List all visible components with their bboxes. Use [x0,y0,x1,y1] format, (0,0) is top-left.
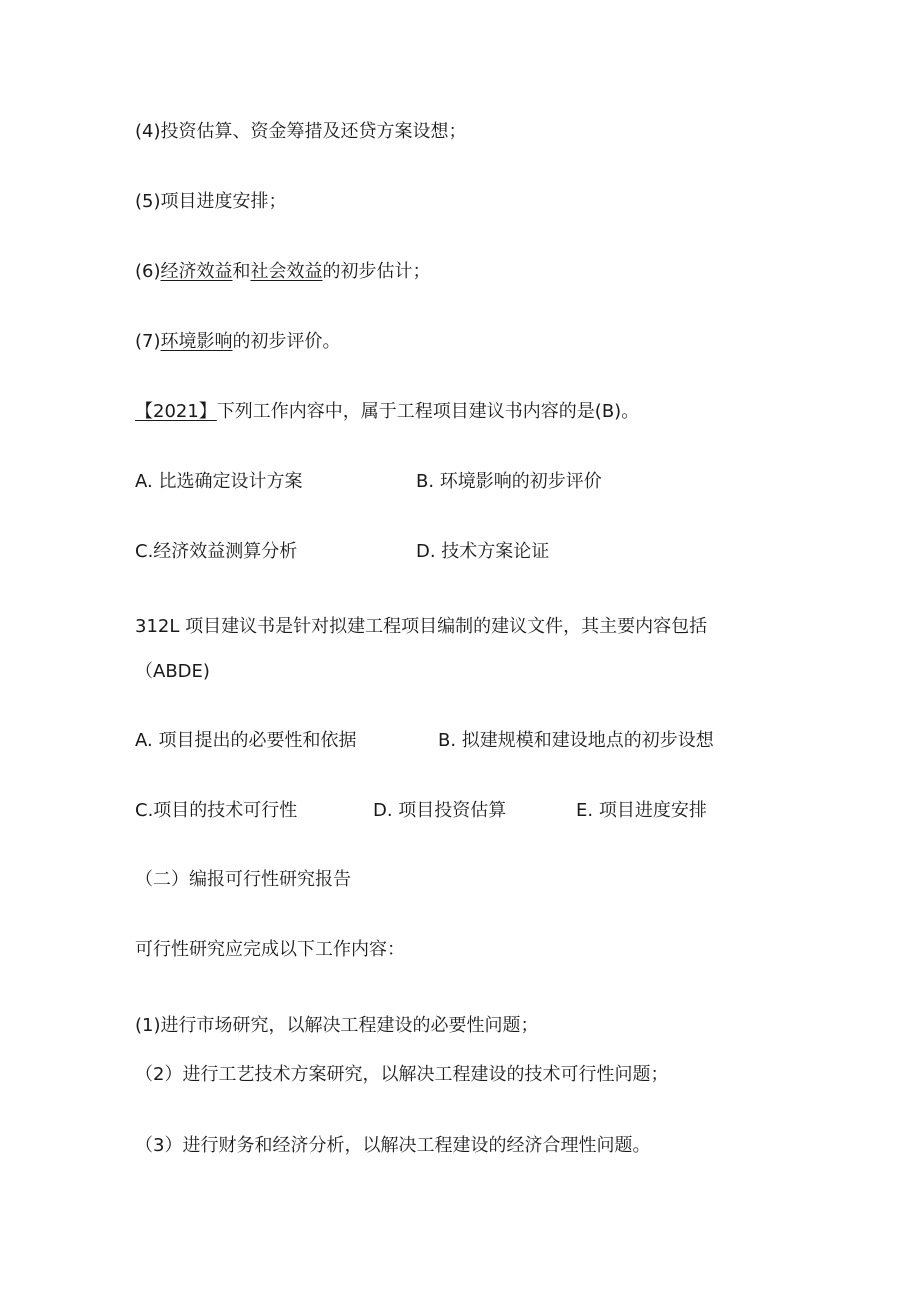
question-2-option-a: A. 项目提出的必要性和依据 [135,730,357,751]
item-4: (4)投资估算、资金筹措及还贷方案设想； [135,121,467,142]
question-1-option-c: C.经济效益测算分析 [135,541,298,562]
question-2-option-d: D. 项目投资估算 [373,800,507,821]
question-1-option-a: A. 比选确定设计方案 [135,471,303,492]
item-6-mid: 和 [232,261,251,282]
item-6-prefix: (6) [135,261,161,282]
item-5: (5)项目进度安排； [135,191,287,212]
section-item-2: （2）进行工艺技术方案研究，以解决工程建设的技术可行性问题； [135,1064,669,1085]
question-2-option-c: C.项目的技术可行性 [135,800,298,821]
item-6 [135,260,431,284]
section-heading: （二）编报可行性研究报告 [135,869,351,890]
question-1-year-tag: 【2021】 [135,401,217,422]
link-economic-benefit[interactable]: 经济效益 [160,261,233,282]
question-2-option-b: B. 拟建规模和建设地点的初步设想 [438,730,714,751]
question-2-option-e: E. 项目进度安排 [576,800,707,821]
question-2-stem-line-2: （ABDE) [135,661,210,682]
item-7 [135,330,341,354]
question-1-text: 下列工作内容中，属于工程项目建议书内容的是(B)。 [216,401,640,422]
question-1-stem [135,400,639,424]
question-1-option-d: D. 技术方案论证 [416,541,550,562]
item-7-prefix: (7) [135,331,161,352]
section-item-3: （3）进行财务和经济分析，以解决工程建设的经济合理性问题。 [135,1135,651,1156]
link-social-benefit[interactable]: 社会效益 [250,261,323,282]
link-environmental-impact[interactable]: 环境影响 [160,331,233,352]
section-item-1: (1)进行市场研究，以解决工程建设的必要性问题； [135,1015,539,1036]
section-intro: 可行性研究应完成以下工作内容： [135,939,405,960]
item-6-suffix: 的初步估计； [322,261,431,282]
item-7-suffix: 的初步评价。 [232,331,341,352]
question-2-stem-line-1: 312L 项目建议书是针对拟建工程项目编制的建议文件，其主要内容包括 [135,616,708,637]
question-1-option-b: B. 环境影响的初步评价 [416,471,602,492]
